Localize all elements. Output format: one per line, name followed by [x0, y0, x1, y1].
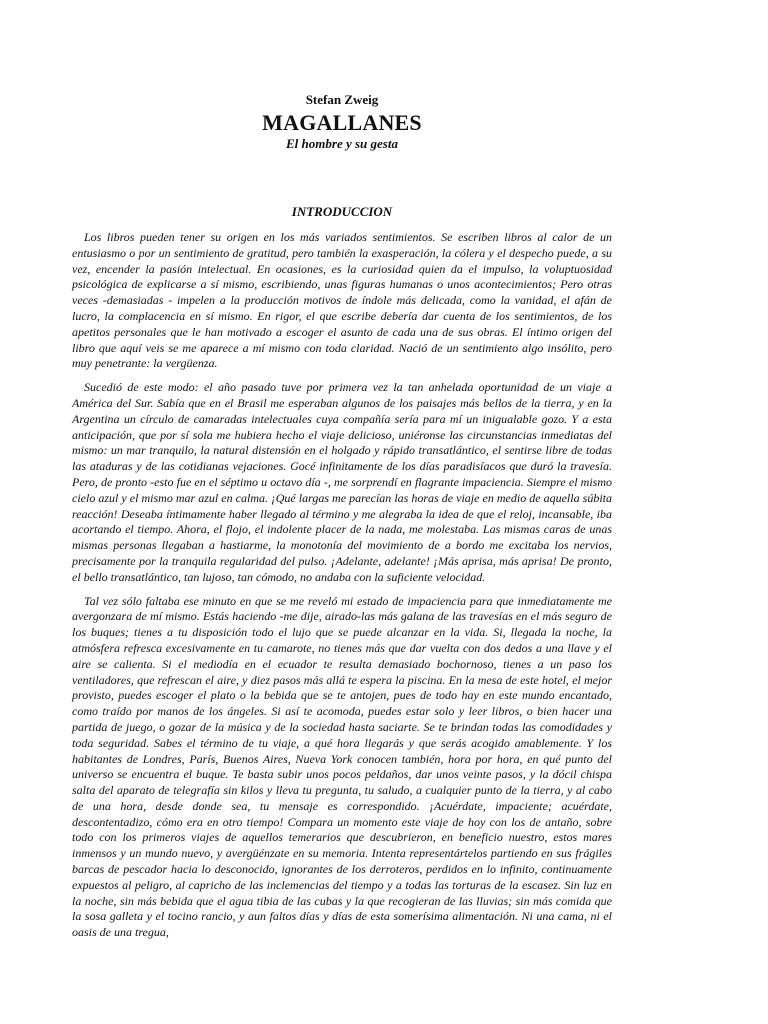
document-page: [72, 92, 612, 949]
paragraph-1: Los libros pueden tener su origen en los más variados sentimientos. Se escriben libros al calor de un entusiasmo o por un sentimiento de gratitud, pero también la exasperación, la cólera y el despecho puede, a su vez, encender la pasión intelectual. En ocasiones, es la curiosidad quien da el impulso, la voluptuosidad psicológica de explicarse a sí mismo, escribiendo, unas figuras humanas o unos acontecimientos; Pero otras veces -demasiadas - impelen a la producción motivos de índole más delicada, como la vanidad, el afán de lucro, la complacencia en sí mismo. En rigor, el que escribe debería dar cuenta de los sentimientos, de los apetitos personales que le han motivado a escoger el asunto de cada una de sus obras. El íntimo origen del libro que aquí veis se me aparece a mí mismo con toda claridad. Nació de un sentimiento algo insólito, pero muy penetrante: la vergüenza.: [72, 230, 612, 371]
book-title: MAGALLANES: [262, 110, 422, 135]
paragraph-3: Tal vez sólo faltaba ese minuto en que se me reveló mi estado de impaciencia para que inmediatamente me avergonzara de mí mismo. Estás haciendo -me dije, airado-las más galana de las travesías en el más seguro de los buques; tienes a tu disposición todo el lujo que se puede alcanzar en la vida. Si, llegada la noche, la atmósfera refresca excesivamente en tu camarote, no tienes más que dar vuelta con dos dedos a una llave y el aire se calienta. Si el mediodía en el ecuador te resulta demasiado bochornoso, tienes a un paso los ventiladores, que refrescan el aire, y diez pasos más allá te espera la piscina. En la mesa de este hotel, el mejor provisto, puedes escoger el plato o la bebida que se te antojen, pues de todo hay en este mundo encantado, como traído por manos de los ángeles. Si así te acomoda, puedes estar solo y leer libros, o bien hacer una partida de juego, o gozar de la música y de la sociedad hasta saciarte. Se te brindan todas las comodidades y toda seguridad. Sabes el término de tu viaje, a qué hora llegarás y que serás acogido amablemente. Y los habitantes de Londres, París, Buenos Aires, Nueva York conocen también, hora por hora, en qué punto del universo se encuentra el buque. Te basta subir unos pocos peldaños, dar unos veinte pasos, y la dócil chispa salta del aparato de telegrafía sin kilos y lleva tu pregunta, tu saludo, a cualquier punto de la tierra, y al cabo de una hora, desde donde sea, tu mensaje es correspondido. ¡Acuérdate, impaciente; acuérdate, descontentadizo, cómo era en otro tiempo! Compara un momento este viaje de hoy con los de antaño, sobre todo con los primeros viajes de aquellos temerarios que descubrieron, en beneficio nuestro, estos mares inmensos y un mundo nuevo, y avergüénzate en su memoria. Intenta representártelos partiendo en sus frágiles barcas de pescador hacia lo desconocido, ignorantes de los derroteros, perdidos en lo infinito, continuamente expuestos al peligro, al capricho de las inclemencias del tiempo y a todas las torturas de la escasez. Sin luz en la noche, sin más bebida que el agua tibia de las cubas y la que recogieran de las lluvias; sin más comida que la sosa galleta y el tocino rancio, y aun faltos días y días de esta somerísima alimentación. Ni una cama, ni el oasis de una tregua,: [72, 593, 612, 940]
section-title: INTRODUCCION: [291, 204, 393, 219]
book-author: Stefan Zweig: [305, 92, 379, 107]
book-subtitle: El hombre y su gesta: [286, 136, 398, 151]
paragraph-2: Sucedió de este modo: el año pasado tuve por primera vez la tan anhelada oportunidad de un viaje a América del Sur. Sabía que en el Brasil me esperaban algunos de los paisajes más bellos de la tierra, y en la Argentina un círculo de camaradas intelectuales cuya compañía sería para mí un inigualable gozo. Y a esta anticipación, que por sí sola me hubiera hecho el viaje delicioso, uniéronse las circunstancias inmediatas del mismo: un mar tranquilo, la natural distensión en el holgado y rápido transatlántico, el sentirse libre de todas las ataduras y de las cotidianas vejaciones. Gocé infinitamente de los días paradisíacos que duró la travesía. Pero, de pronto -esto fue en el séptimo u octavo día -, me sorprendí en flagrante impaciencia. Siempre el mismo cielo azul y el mismo mar azul en calma. ¡Qué largas me parecían las horas de viaje en medio de aquella súbita reacción! Deseaba íntimamente haber llegado al término y me alegraba la idea de que el reloj, incansable, iba acortando el tiempo. Ahora, el flojo, el indolente placer de la nada, me molestaba. Las mismas caras de unas mismas personas llegaban a hastiarme, la monotonía del movimiento de a bordo me excitaba los nervios, precisamente por la tranquila regularidad del pulso. ¡Adelante, adelante! ¡Más aprisa, más aprisa! De pronto, el bello transatlántico, tan lujoso, tan cómodo, no andaba con la suficiente velocidad.: [72, 380, 612, 584]
